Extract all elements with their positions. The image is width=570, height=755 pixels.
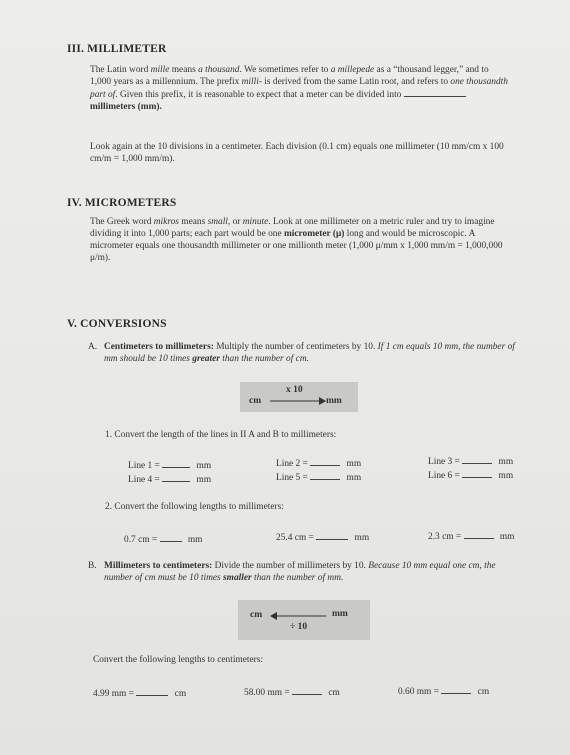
box-to-unit: mm xyxy=(326,396,342,406)
line-5-answer: Line 5 = mm xyxy=(276,473,362,483)
box-operator: x 10 xyxy=(286,385,303,395)
millimeter-count-blank[interactable] xyxy=(404,88,466,97)
part-b-instructions: Millimeters to centimeters: Divide the number of millimeters by 10. Because 10 mm equal one cm, the number of cm must be 10 times smaller than the number of mm. xyxy=(104,561,496,583)
question-1: 1. Convert the length of the lines in II A and B to millimeters: xyxy=(105,430,337,440)
box-from-unit: cm xyxy=(249,396,262,406)
mm-conversion-3: 0.60 mm = cm xyxy=(398,687,490,697)
part-a-instructions: Centimeters to millimeters: Multiply the number of centimeters by 10. If 1 cm equals 10 mm, the number of mm should be 10 times greater than the number of cm. xyxy=(104,342,515,364)
section-iv-heading: IV. MICROMETERS xyxy=(67,197,177,209)
line-2-answer: Line 2 = mm xyxy=(276,459,362,469)
mm-conversion-2-blank[interactable] xyxy=(292,686,322,695)
part-b-letter: B. xyxy=(88,561,97,571)
cm-to-mm-box xyxy=(240,382,358,412)
section-iii-paragraph-1: The Latin word mille means a thousand. We sometimes refer to a millepede as a “thousand legger,” and to 1,000 years as a millennium. The prefix milli- is derived from the same Latin root, and refers to one thousandth part of. Given this prefix, it is reasonable to expect that a meter can be divided into millimeters (mm). xyxy=(90,65,508,112)
cm-conversion-3-blank[interactable] xyxy=(464,530,494,539)
line-5-blank[interactable] xyxy=(310,471,340,480)
mm-to-cm-box xyxy=(238,600,370,640)
line-2-blank[interactable] xyxy=(310,457,340,466)
line-4-answer: Line 4 = mm xyxy=(128,475,212,485)
box-to-unit: mm xyxy=(332,609,348,619)
box-operator: ÷ 10 xyxy=(290,622,308,632)
section-v-heading: V. CONVERSIONS xyxy=(67,318,167,330)
mm-conversion-2: 58.00 mm = cm xyxy=(244,688,340,698)
line-3-answer: Line 3 = mm xyxy=(428,457,514,467)
mm-conversion-1-blank[interactable] xyxy=(136,687,168,696)
section-iii-heading: III. MILLIMETER xyxy=(67,43,167,55)
cm-conversion-3: 2.3 cm = mm xyxy=(428,532,515,542)
left-arrow-icon xyxy=(270,612,326,620)
line-1-answer: Line 1 = mm xyxy=(128,461,212,471)
part-a-letter: A. xyxy=(88,342,98,352)
cm-conversion-1: 0.7 cm = mm xyxy=(124,535,203,545)
question-3: Convert the following lengths to centimeters: xyxy=(93,655,264,665)
line-1-blank[interactable] xyxy=(162,459,190,468)
right-arrow-icon xyxy=(270,397,326,405)
section-iv-paragraph: The Greek word mikros means small, or minute. Look at one millimeter on a metric ruler and try to imagine dividing it into 1,000 parts; each part would be one micrometer (μ) long and would be microscopic. A micrometer equals one thousandth millimeter or one millionth meter (1,000 μ/mm x 1,000 mm/m = 1,000,000 μ/m). xyxy=(90,217,503,263)
cm-conversion-2: 25.4 cm = mm xyxy=(276,533,370,543)
cm-conversion-2-blank[interactable] xyxy=(316,531,348,540)
line-6-blank[interactable] xyxy=(462,469,492,478)
cm-conversion-1-blank[interactable] xyxy=(160,533,182,542)
line-3-blank[interactable] xyxy=(462,455,492,464)
section-iii-paragraph-2: Look again at the 10 divisions in a centimeter. Each division (0.1 cm) equals one millimeter (10 mm/cm x 100 cm/m = 1,000 mm/m). xyxy=(90,142,504,164)
mm-conversion-1: 4.99 mm = cm xyxy=(93,689,187,699)
line-4-blank[interactable] xyxy=(162,473,190,482)
mm-conversion-3-blank[interactable] xyxy=(441,685,471,694)
line-6-answer: Line 6 = mm xyxy=(428,471,514,481)
question-2: 2. Convert the following lengths to millimeters: xyxy=(105,502,284,512)
box-from-unit: cm xyxy=(250,610,263,620)
